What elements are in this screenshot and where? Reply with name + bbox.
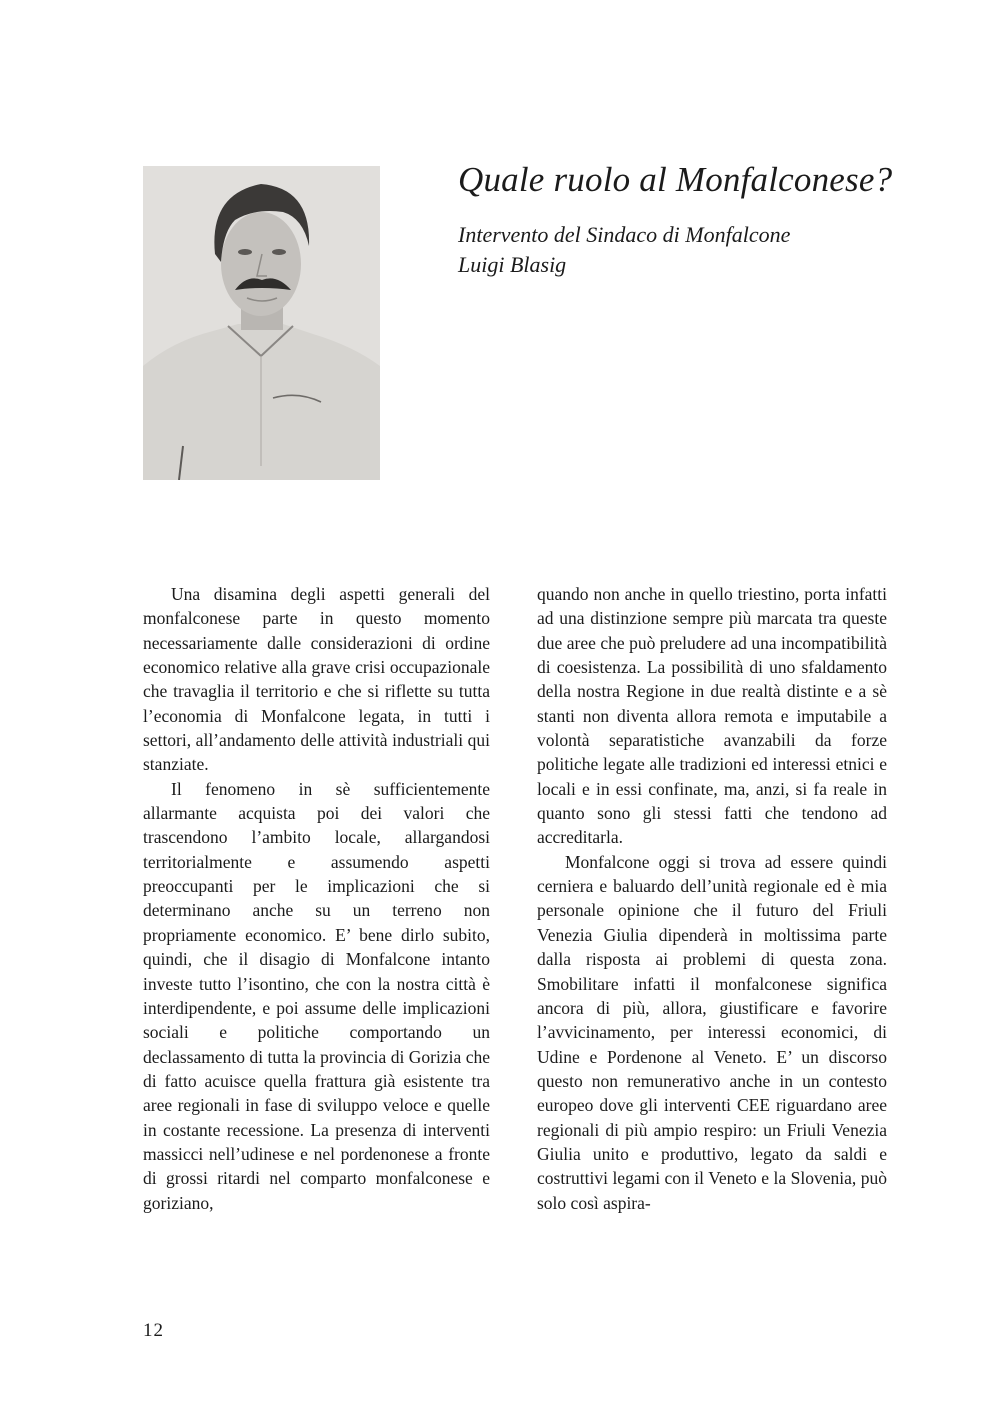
right-paragraph-1: quando non anche in quello triestino, porta infatti ad una distinzione sempre più marcata tra queste due aree che può preludere ad una incompatibilità di coesistenza. La possibilità di uno sfaldamento della nostra Regione in due realtà distinte e a sè stanti non diventa allora remota e imputabile a volontà separatistiche avanzabili da forze politiche legate alle tradizioni ed interessi etnici e locali e in essi confinate, ma, anzi, si fa reale in quanto sono gli stessi fatti che tendono ad accreditarla. [537, 584, 887, 848]
right-text-column [537, 582, 887, 1215]
left-paragraph-2: Il fenomeno in sè sufficientemente allarmante acquista poi dei valori che trascendono l’ambito locale, allargandosi territorialmente e assumendo aspetti preoccupanti per le implicazioni che si determinano anche su un terreno non propriamente economico. E’ bene dirlo subito, quindi, che il disagio di Monfalcone intanto investe tutto l’isontino, che con la nostra città è interdipendente, e poi assume delle implicazioni sociali e politiche comportando un declassamento di tutta la provincia di Gorizia che di fatto acuisce quella frattura già esistente tra aree regionali in fase di sviluppo veloce e quelle in costante recessione. La presenza di interventi massicci nell’udinese e nel pordenonese a fronte di grossi ritardi nel comparto monfalconese e goriziano, [143, 778, 490, 1213]
left-paragraph-1: Una disamina degli aspetti generali del monfalconese parte in questo momento necessariamente dalle considerazioni di ordine economico relative alla grave crisi occupazionale che travaglia il territorio e che si riflette su tutta l’economia di Monfalcone legata, in tutti i settori, all’andamento delle attività industriali qui stanziate. [143, 584, 490, 775]
portrait-icon [143, 166, 380, 480]
subtitle-author-name: Luigi Blasig [458, 252, 567, 277]
article-subtitle [458, 220, 790, 280]
right-paragraph-2: Monfalcone oggi si trova ad essere quindi cerniera e baluardo dell’unità regionale ed è mia personale opinione che il futuro del Friuli Venezia Giulia dipenderà in moltissima parte dalla risposta ai problemi di questa zona. Smobilitare infatti il monfalconese significa ancora di più, allora, giustificare e favorire l’avvicinamento, per interessi economici, di Udine e Pordenone al Veneto. E’ un discorso questo non remunerativo anche in un contesto europeo dove gli interventi CEE riguardano aree regionali di più ampio respiro: un Friuli Venezia Giulia unito e produttivo, legato da saldi e costruttivi legami con il Veneto e la Slovenia, può solo così aspira- [537, 851, 887, 1213]
left-text-column [143, 582, 490, 1215]
author-portrait-photo [143, 166, 380, 480]
subtitle-role: Intervento del Sindaco di Monfalcone [458, 222, 791, 247]
page-number: 12 [143, 1320, 164, 1341]
article-title: Quale ruolo al Monfalconese? [458, 160, 893, 199]
